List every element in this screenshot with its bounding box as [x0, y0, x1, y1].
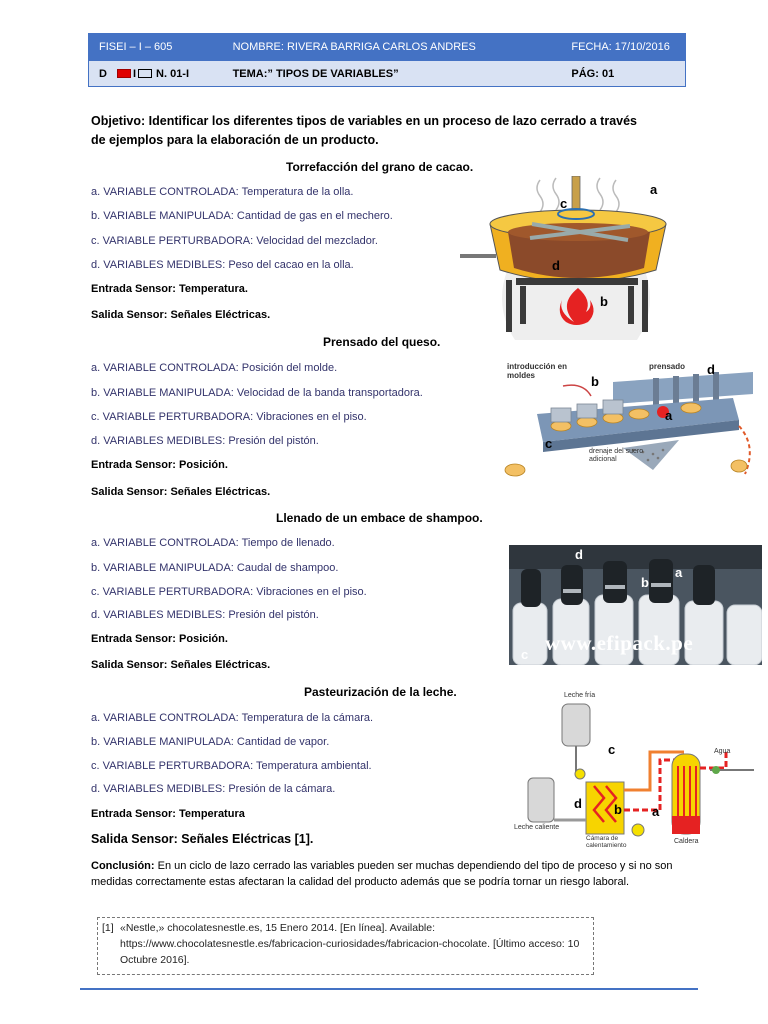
label-d: d [707, 362, 715, 377]
section-title: Pasteurización de la leche. [304, 685, 457, 699]
label-d: d [552, 258, 560, 273]
label-a: a [675, 565, 683, 580]
variable-item: b. VARIABLE MANIPULADA: Cantidad de vapor. [91, 736, 330, 748]
label-a: a [652, 804, 660, 819]
whey-drain-text: drenaje del suero adicional [589, 448, 644, 463]
boiler-text: Caldera [674, 838, 699, 845]
sensor-output: Salida Sensor: Señales Eléctricas [1]. [91, 832, 314, 846]
chamber-text: Cámara de calentamiento [586, 835, 627, 849]
label-b: b [641, 575, 649, 590]
hot-milk-text: Leche caliente [514, 824, 560, 831]
pasteurization-image [510, 690, 760, 850]
variable-item: c. VARIABLE PERTURBADORA: Vibraciones en el piso. [91, 411, 367, 423]
reference-tag: [1] [102, 922, 114, 934]
sensor-output: Salida Sensor: Señales Eléctricas. [91, 659, 271, 671]
variable-item: c. VARIABLE PERTURBADORA: Temperatura ambiental. [91, 760, 372, 772]
section-title: Prensado del queso. [323, 335, 441, 349]
variable-item: a. VARIABLE CONTROLADA: Temperatura de la cámara. [91, 712, 374, 724]
sensor-input: Entrada Sensor: Temperatura [91, 808, 245, 820]
variable-item: b. VARIABLE MANIPULADA: Caudal de shampoo. [91, 562, 339, 574]
header-table [88, 33, 686, 87]
water-text: Agua [714, 748, 731, 755]
variable-item: a. VARIABLE CONTROLADA: Tiempo de llenado. [91, 537, 335, 549]
objective-label: Objetivo: [91, 114, 146, 128]
reference-text: «Nestle,» chocolatesnestle.es, 15 Enero 2014. [En línea]. Available: https://www.chocolatesnestle.es/fabricacion-curiosidades/fabricacion-chocolate. [Último acceso: 10 Octubre 2016]. [120, 922, 580, 966]
red-checkbox [117, 69, 131, 78]
student-name: NOMBRE: RIVERA BARRIGA CARLOS ANDRES [232, 41, 476, 53]
sensor-output: Salida Sensor: Señales Eléctricas. [91, 309, 271, 321]
doc-d-label: D [99, 67, 107, 80]
efipack-watermark: www.efipack.pe [545, 631, 694, 655]
label-a: a [665, 408, 673, 423]
label-c: c [521, 647, 529, 662]
variable-item: b. VARIABLE MANIPULADA: Cantidad de gas en el mechero. [91, 210, 393, 222]
objective-text: Identificar los diferentes tipos de variables en un proceso de lazo cerrado a través de ejemplos para la elaboración de un producto. [91, 114, 638, 147]
variable-item: d. VARIABLES MEDIBLES: Presión de la cámara. [91, 783, 336, 795]
label-d: d [575, 547, 583, 562]
label-b: b [591, 374, 599, 389]
label-a: a [650, 182, 658, 197]
cacao-roaster-image [460, 176, 692, 340]
page-number: PÁG: 01 [571, 67, 615, 80]
sensor-input: Entrada Sensor: Temperatura. [91, 283, 248, 295]
objective [91, 112, 651, 150]
doc-i-label: I [132, 67, 137, 80]
cheese-press-image [503, 358, 766, 478]
document-date: FECHA: 17/10/2016 [571, 41, 670, 53]
label-c: c [608, 742, 616, 757]
sensor-input: Entrada Sensor: Posición. [91, 633, 228, 645]
cold-milk-text: Leche fría [564, 692, 596, 699]
course-code: FISEI – I – 605 [99, 41, 173, 53]
variable-item: d. VARIABLES MEDIBLES: Presión del pistón. [91, 609, 319, 621]
label-b: b [614, 802, 622, 817]
footer-rule [80, 988, 698, 990]
doc-number: N. 01-I [156, 67, 190, 80]
label-c: c [560, 196, 568, 211]
variable-item: d. VARIABLES MEDIBLES: Peso del cacao en la olla. [91, 259, 354, 271]
variable-item: a. VARIABLE CONTROLADA: Temperatura de la olla. [91, 186, 354, 198]
conclusion-label: Conclusión: [91, 860, 155, 872]
header-row-1 [89, 34, 685, 60]
label-c: c [545, 436, 553, 451]
conclusion-text: En un ciclo de lazo cerrado las variables pueden ser muchas dependiendo del tipo de proceso y si no son medidas correctamente estas afectaran la calidad del producto además que se podría tornar un riesgo laboral. [91, 860, 673, 888]
label-d: d [574, 796, 582, 811]
cacao-roaster-illustration [460, 176, 692, 340]
sensor-input: Entrada Sensor: Posición. [91, 459, 228, 471]
intro-molds-text: introducción en moldes [507, 362, 567, 380]
variable-item: c. VARIABLE PERTURBADORA: Velocidad del mezclador. [91, 235, 378, 247]
section-title: Torrefacción del grano de cacao. [286, 160, 474, 174]
variable-item: b. VARIABLE MANIPULADA: Velocidad de la banda transportadora. [91, 387, 423, 399]
variable-item: d. VARIABLES MEDIBLES: Presión del pistón. [91, 435, 319, 447]
label-b: b [600, 294, 608, 309]
topic: TEMA:” TIPOS DE VARIABLES” [232, 67, 399, 80]
section-title: Llenado de un embace de shampoo. [276, 511, 483, 525]
header-row-2 [89, 60, 685, 86]
variable-item: c. VARIABLE PERTURBADORA: Vibraciones en el piso. [91, 586, 367, 598]
bibliography-box [97, 917, 594, 975]
shampoo-filling-image [509, 545, 762, 665]
conclusion [91, 858, 691, 890]
document-id [89, 61, 223, 86]
empty-checkbox [138, 69, 152, 78]
press-text: prensado [649, 362, 686, 371]
variable-item: a. VARIABLE CONTROLADA: Posición del molde. [91, 362, 338, 374]
sensor-output: Salida Sensor: Señales Eléctricas. [91, 486, 271, 498]
